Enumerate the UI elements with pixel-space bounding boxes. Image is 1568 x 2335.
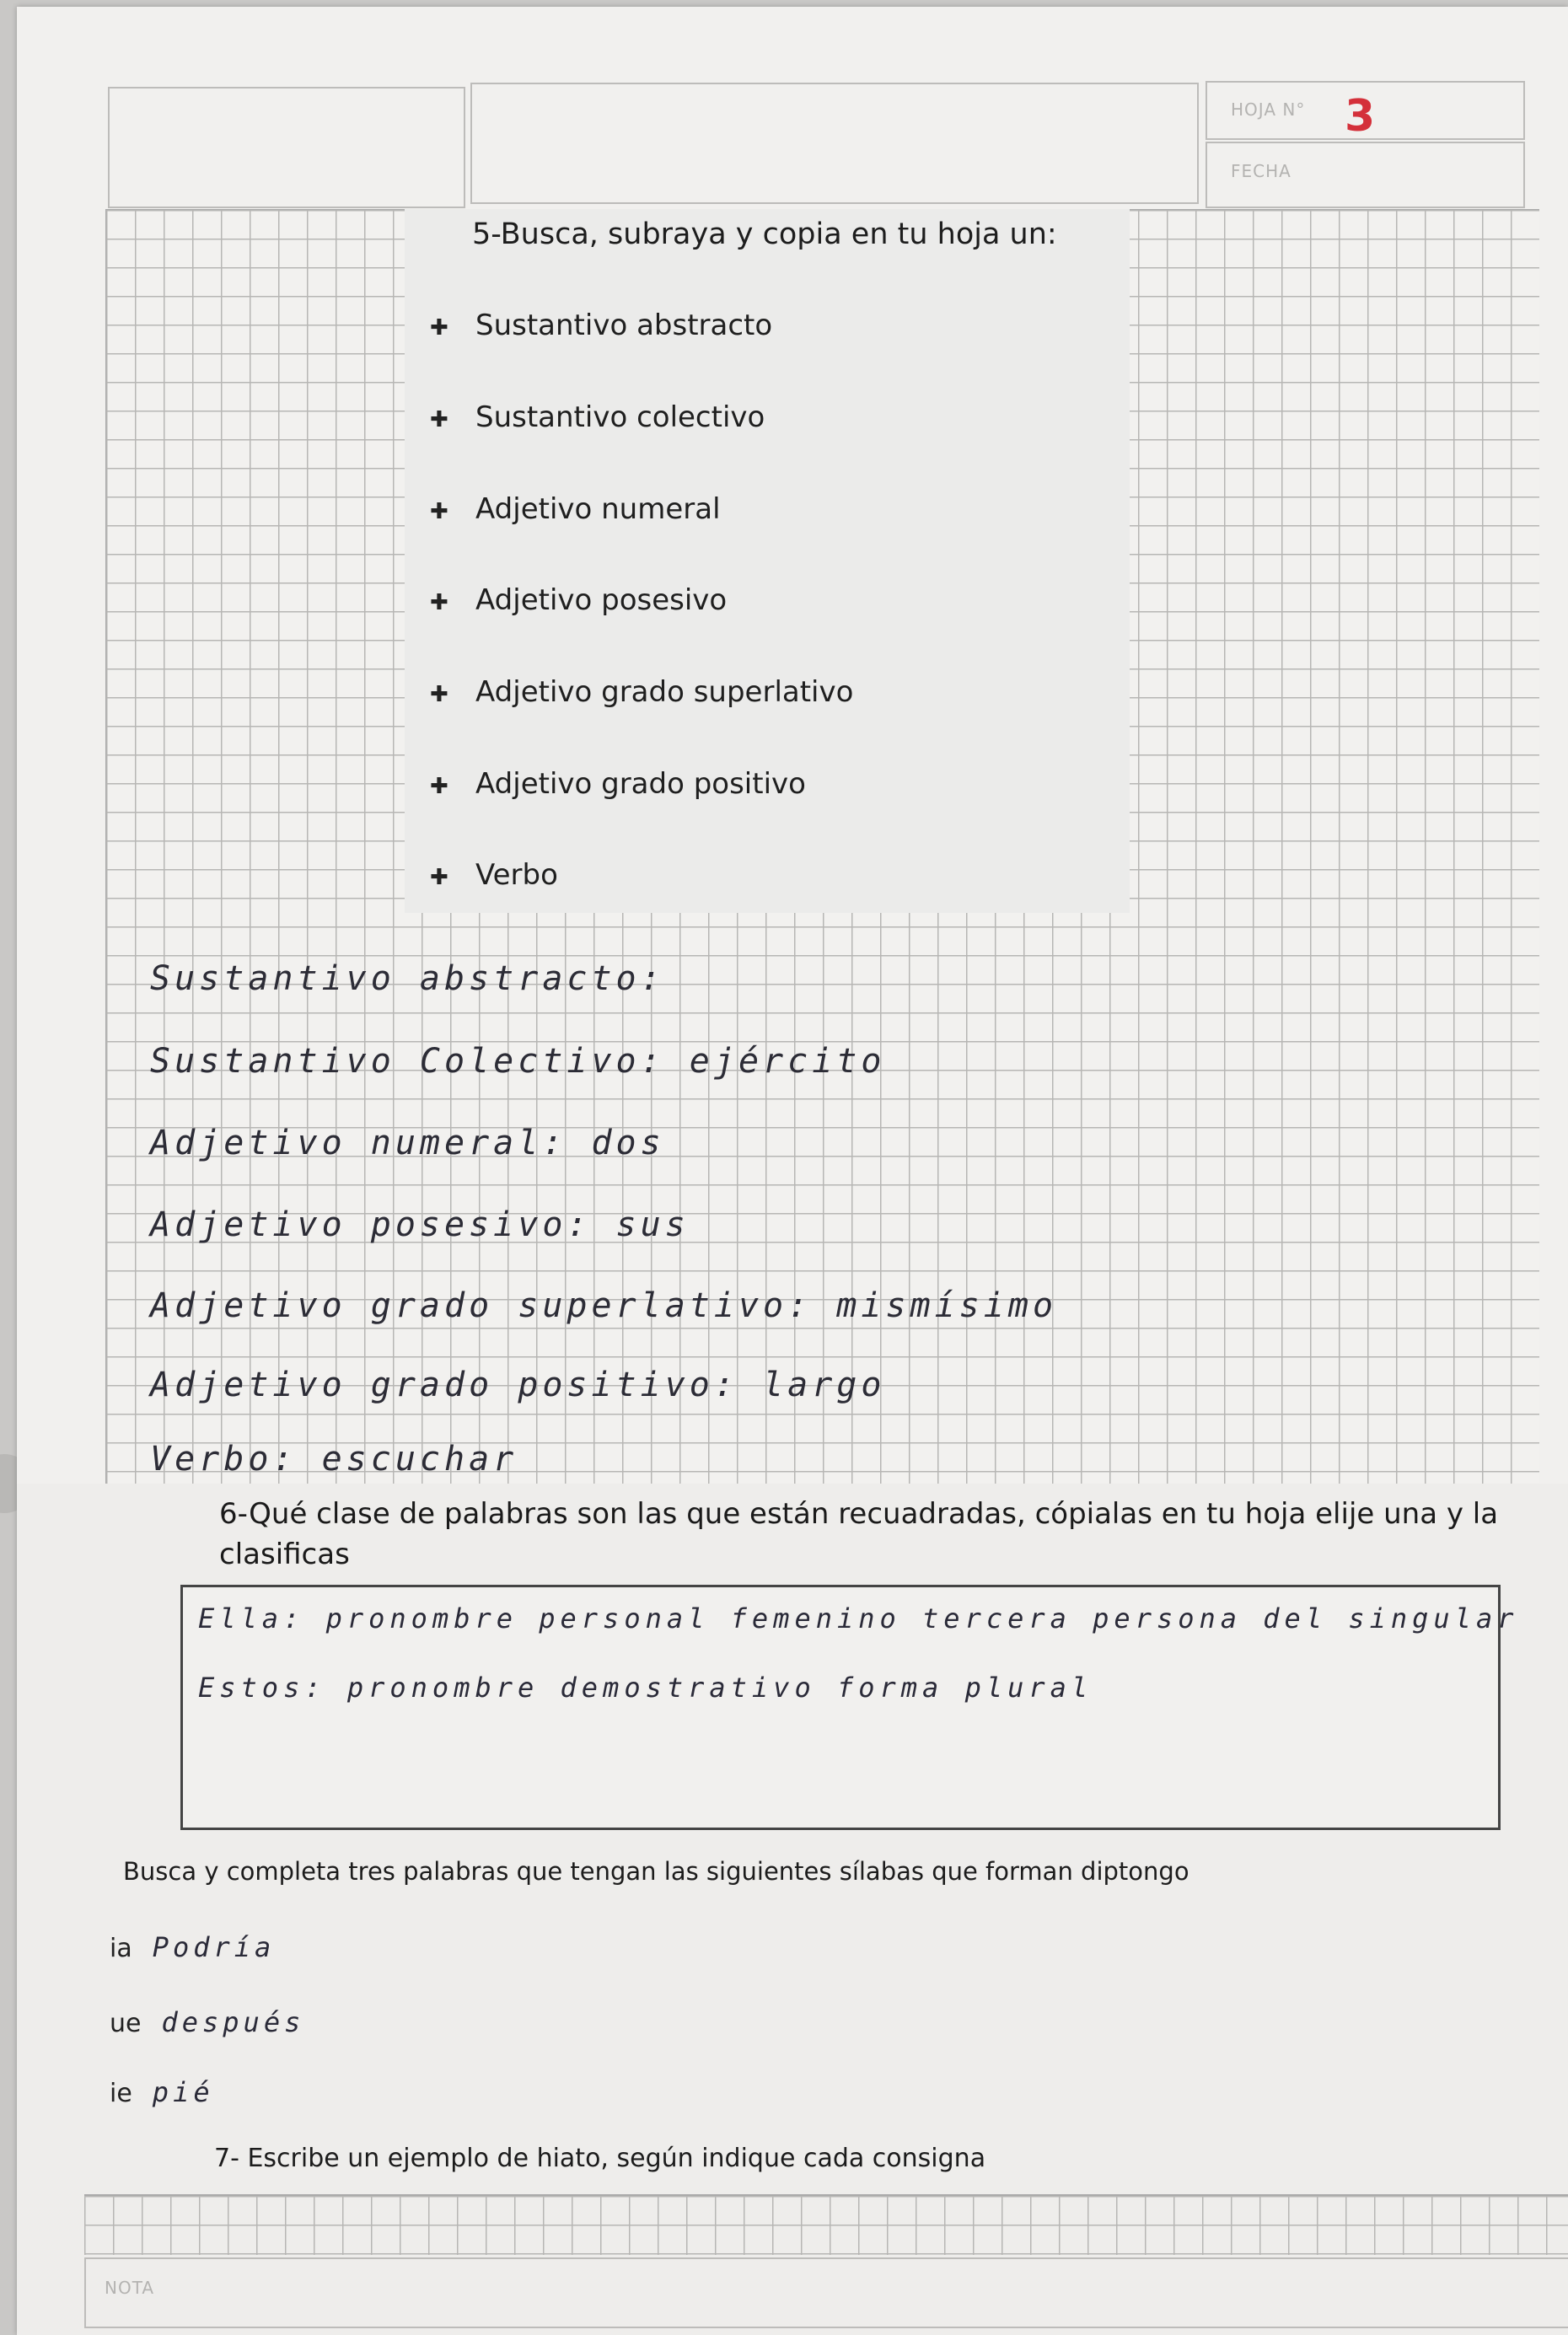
syllable-label: ia (110, 1934, 132, 1963)
bullet-item (430, 309, 772, 342)
bullet-item-label: Adjetivo posesivo (475, 583, 728, 617)
handwritten-word: Podría (152, 1931, 276, 1963)
bullet-item (430, 675, 853, 709)
pin-bullet-icon: ✚ (430, 407, 448, 432)
bullet-item-label: Adjetivo grado positivo (475, 767, 806, 801)
hoja-label: HOJA N° (1231, 99, 1306, 120)
handwritten-word: después (161, 2006, 305, 2038)
bullet-item-label: Sustantivo colectivo (475, 400, 765, 434)
bullet-item (430, 858, 558, 892)
syllable-label: ue (110, 2009, 142, 2038)
pin-bullet-icon: ✚ (430, 682, 448, 707)
bullet-item-label: Adjetivo grado superlativo (475, 675, 854, 709)
pin-bullet-icon: ✚ (430, 590, 448, 615)
handwritten-answer: Estos: pronombre demostrativo forma plural (198, 1672, 1093, 1704)
diptongo-row (110, 2006, 304, 2038)
pin-bullet-icon: ✚ (430, 865, 448, 890)
fecha-label: FECHA (1231, 161, 1291, 181)
exercise-6-answer-box (180, 1585, 1519, 1830)
handwritten-answer: Adjetivo numeral: dos (150, 1124, 665, 1162)
handwritten-answer: Adjetivo posesivo: sus (150, 1205, 690, 1244)
nota-label: NOTA (105, 2278, 155, 2298)
hoja-number: 3 (1345, 91, 1376, 142)
bullet-item (430, 767, 806, 801)
header-box-middle (470, 83, 1199, 204)
handwritten-answer: Ella: pronombre personal femenino tercera persona del singular (198, 1602, 1519, 1634)
exercise-5-title: 5-Busca, subraya y copia en tu hoja un: (472, 217, 1057, 251)
handwritten-answer: Verbo: escuchar (150, 1440, 518, 1479)
diptongo-row (110, 2076, 214, 2108)
pin-bullet-icon: ✚ (430, 315, 448, 341)
handwritten-answer: Sustantivo Colectivo: ejército (150, 1042, 886, 1081)
worksheet-page (17, 7, 1568, 2335)
handwritten-answer: Adjetivo grado positivo: largo (150, 1366, 886, 1404)
bullet-item-label: Verbo (475, 858, 558, 892)
exercise-6-text: 6-Qué clase de palabras son las que están recuadradas, cópialas en tu hoja elije una y la clasificas (219, 1497, 1499, 1571)
exercise-7-text: 7- Escribe un ejemplo de hiato, según indique cada consigna (214, 2144, 986, 2173)
nota-box (84, 2257, 1568, 2328)
diptongo-row (110, 1931, 275, 1963)
graph-paper-strip (84, 2194, 1568, 2255)
bullet-item-label: Adjetivo numeral (475, 492, 721, 526)
header-box-left (108, 87, 465, 208)
bullet-item-label: Sustantivo abstracto (475, 309, 773, 342)
bullet-item (430, 492, 721, 526)
bullet-item (430, 400, 765, 434)
syllable-label: ie (110, 2079, 132, 2108)
handwritten-answer: Adjetivo grado superlativo: mismísimo (150, 1286, 1058, 1325)
handwritten-answer: Sustantivo abstracto: (150, 959, 665, 998)
pin-bullet-icon: ✚ (430, 499, 448, 524)
diptongo-instruction: Busca y completa tres palabras que tengan las siguientes sílabas que forman diptongo (123, 1857, 1189, 1886)
exercise-5-printout (405, 209, 1130, 913)
handwritten-word: pié (152, 2076, 214, 2108)
bullet-item (430, 583, 727, 617)
pin-bullet-icon: ✚ (430, 774, 448, 799)
